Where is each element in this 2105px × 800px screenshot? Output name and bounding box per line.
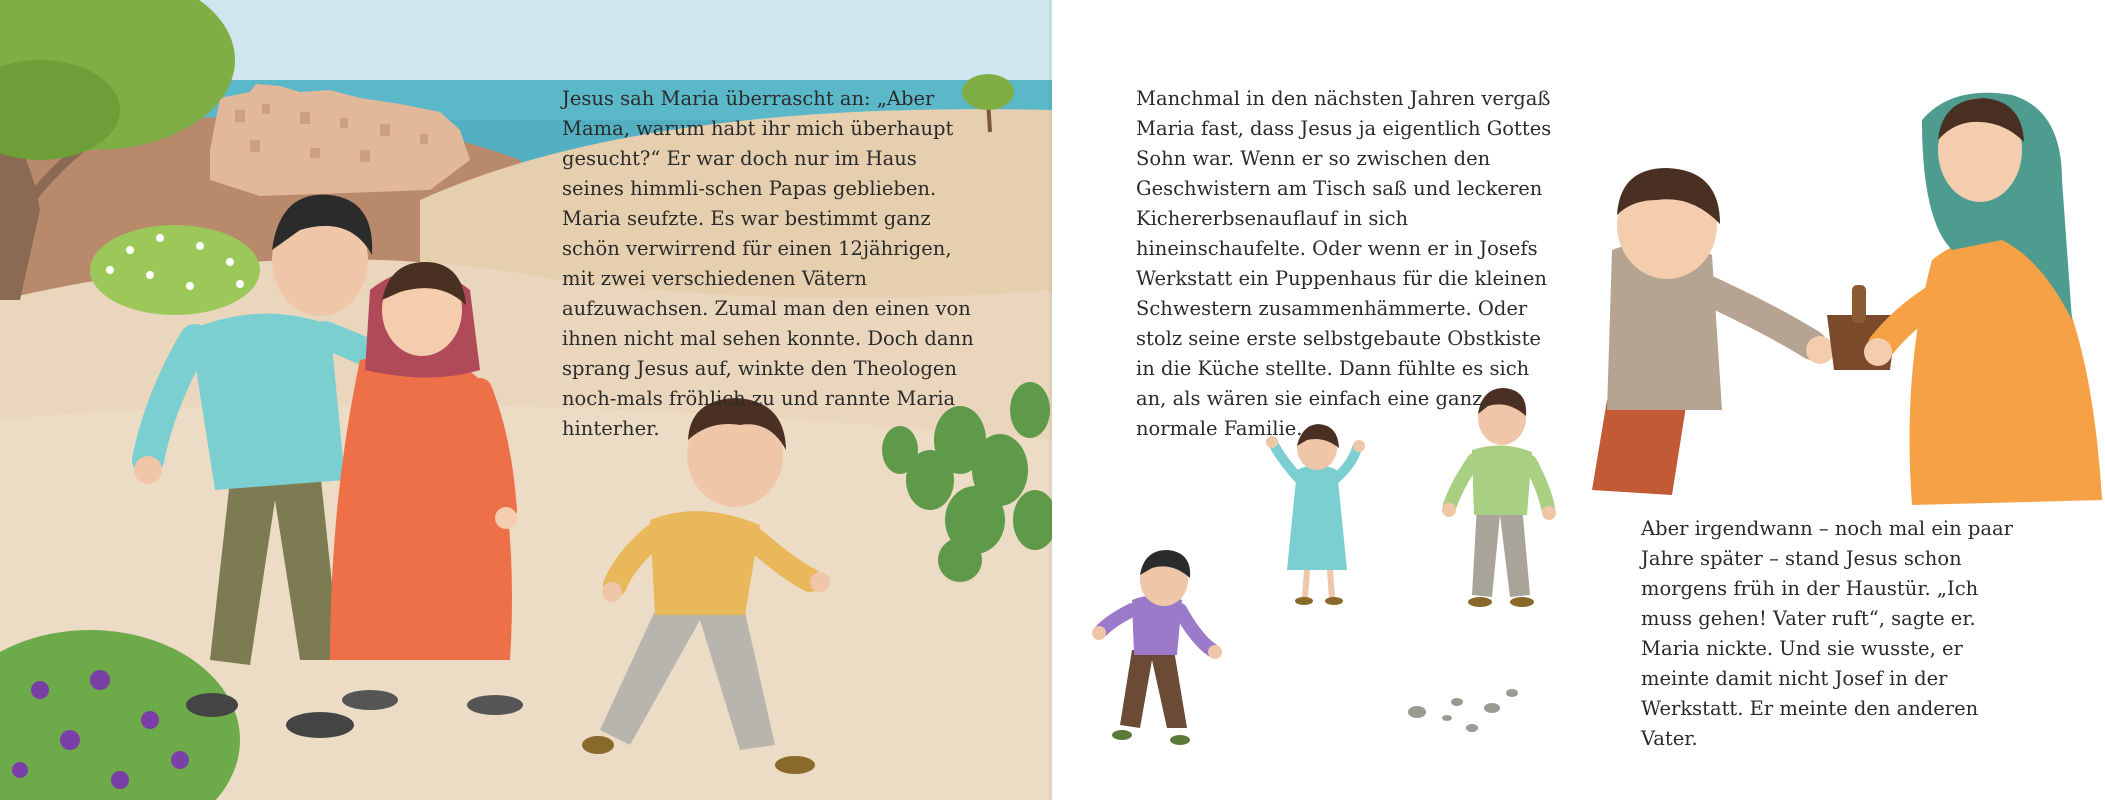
left-page-story-text: [562, 84, 982, 444]
mary-older-figure: [1864, 93, 2102, 505]
jesus-older-figure: [1592, 168, 1834, 495]
left-page: [0, 0, 1052, 800]
stones: [1408, 689, 1518, 732]
small-girl-cheering: [1266, 424, 1365, 605]
right-page: [1052, 0, 2105, 800]
right-page-story-text-bottom: [1641, 514, 2021, 754]
small-boy-throwing-stones: [1092, 550, 1222, 745]
flower-bush: [90, 225, 260, 315]
left-page-paragraph: Jesus sah Maria überrascht an: „Aber Mama, warum habt ihr mich überhaupt gesucht?“ Er war doch nur im Haus seines himmli-schen Papas geblieben. Maria seufzte. Es war bestimmt ganz schön verwirrend für einen 12jährigen, mit zwei verschiedenen Vätern aufzuwachsen. Zumal man den einen von ihnen nicht mal sehen konnte. Doch dann sprang Jesus auf, winkte den Theologen noch-mals fröhlich zu und rannte Maria hinterher.: [562, 87, 974, 440]
right-page-story-text-top: [1136, 84, 1556, 444]
right-page-paragraph-bottom: Aber irgendwann – noch mal ein paar Jahre später – stand Jesus schon morgens früh in der Haustür. „Ich muss gehen! Vater ruft“, sagte er. Maria nickte. Und sie wusste, er meinte damit nicht Josef in der Werkstatt. Er meinte den anderen Vater.: [1641, 517, 2013, 750]
right-page-paragraph-top: Manchmal in den nächsten Jahren vergaß Maria fast, dass Jesus ja eigentlich Gottes Sohn war. Wenn er so zwischen den Geschwistern am Tisch saß und leckeren Kichererbsenauflauf in sich hineinschaufelte. Oder wenn er in Josefs Werkstatt ein Puppenhaus für die kleinen Schwestern zusammenhämmerte. Oder stolz seine erste selbstgebaute Obstkiste in die Küche stellte. Dann fühlte es sich an, als wären sie einfach eine ganz normale Familie.: [1136, 87, 1552, 440]
